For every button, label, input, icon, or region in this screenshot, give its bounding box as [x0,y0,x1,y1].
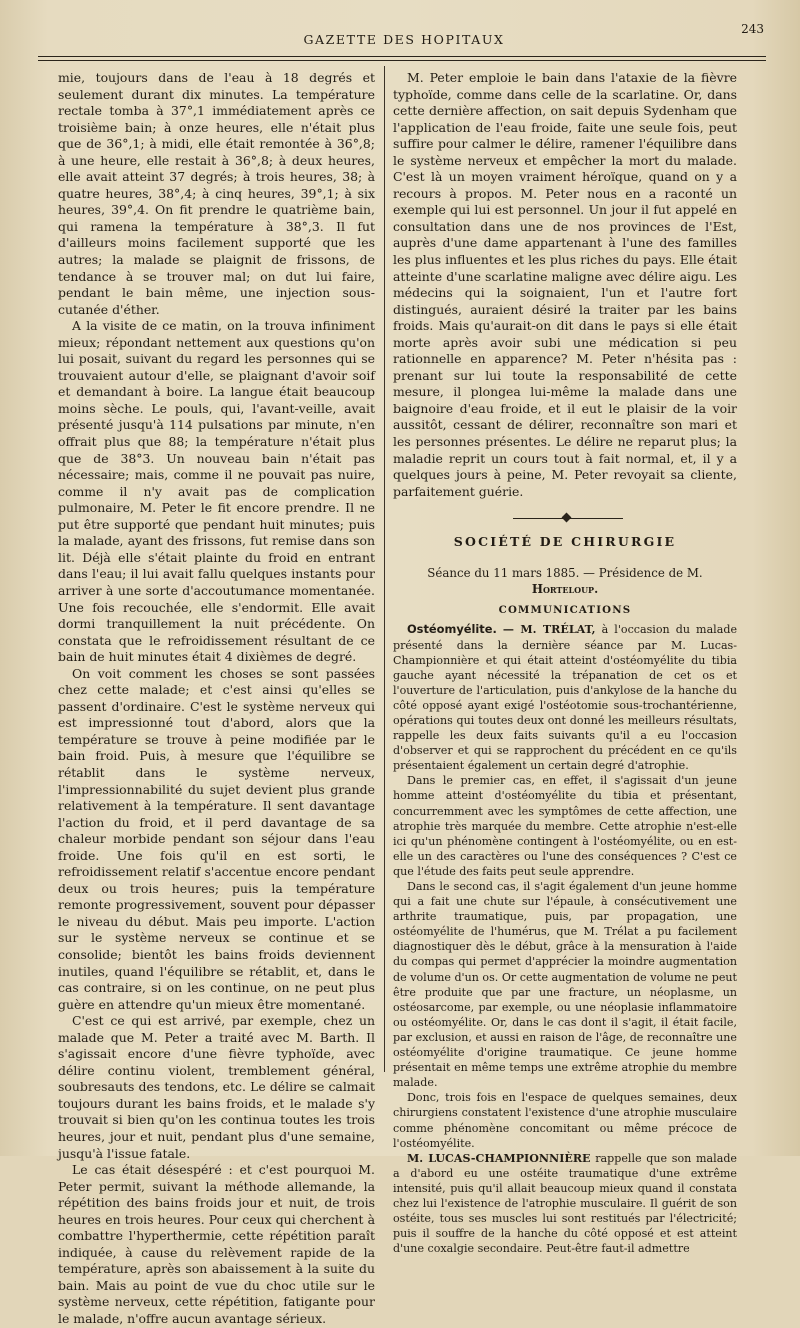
page-header [40,22,768,52]
page-number: 243 [741,22,764,36]
lucas-paragraph [393,1151,737,1257]
seance-prefix: Séance du 11 mars 1885. — Présidence de M. [427,565,703,580]
left-paragraph-2: A la visite de ce matin, on la trouva infiniment mieux; répondant nettement aux questions qu'on lui posait, suivant du regard les personnes qui se trouvaient autour d'elle, se plaignant d'avoir soif et demandant à boire. La langue était beaucoup moins sèche. Le pouls, qui, l'avant-veille, avait présenté jusqu'à 114 pulsations par minute, n'en offrait plus que 88; la température n'était plus que de 38°3. Un nouveau bain n'était pas nécessaire; mais, comme il ne pouvait pas nuire, comme il n'y avait pas de complication pulmonaire, M. Peter le fit encore prendre. Il ne put être supporté que pendant huit minutes; puis la malade, ayant des frissons, fut remise dans son lit. Déjà elle s'était plainte du froid en entrant dans l'eau; il lui avait fallu quelques instants pour arriver à une sorte d'accoutumance momentanée. Une fois recouchée, elle s'endormit. Elle avait dormi tranquillement la nuit précédente. On constata que le refroidissement résultant de ce bain de huit minutes était 4 dixièmes de degré. [58,318,375,665]
left-column [58,70,375,1327]
speaker-trelat: — M. TRÉLAT, [502,623,596,637]
osteomyelite-runin: Ostéomyélite. [407,622,497,637]
osteomyelite-paragraph [393,622,737,773]
seance-president: Horteloup. [531,582,599,597]
left-paragraph-4: C'est ce qui est arrivé, par exemple, chez un malade que M. Peter a traité avec M. Barth. Il s'agissait encore d'une fièvre typhoïde, avec délire continu violent, tremblement général, soubresauts des tendons, etc. Le délire se calmait toujours durant les bains froids, et le malade s'y trouvait si bien qu'on les continua toutes les trois heures, jour et nuit, pendant plus d'une semaine, jusqu'à l'issue fatale. [58,1013,375,1161]
communications-heading: COMMUNICATIONS [498,603,632,616]
section-title: SOCIÉTÉ DE CHIRURGIE [453,534,677,550]
lucas-text: rappelle que son malade a d'abord eu une ostéite traumatique d'une extrême intensité, puis qu'il allait beaucoup mieux quand il constata chez lui l'existence de l'atrophie musculaire. Il guérit de son ostéite, tous ses muscles lui sont restitués par l'électricité; puis il souffre de la hanche du côté opposé et est atteint d'une coxalgie secondaire. Peut-être faut-il admettre [393,1151,737,1256]
seance-line [393,565,737,598]
journal-title: GAZETTE DES HOPITAUX [303,32,505,47]
case-paragraph-3: Donc, trois fois en l'espace de quelques semaines, deux chirurgiens constatent l'existence d'une atrophie musculaire comme phénomène concomitant ou même précoce de l'ostéomyélite. [393,1091,737,1150]
case-paragraph-1: Dans le premier cas, en effet, il s'agissait d'un jeune homme atteint d'ostéomyélite du tibia et présentant, concurremment avec les symptômes de cette affection, une atrophie très marquée du membre. Cette atrophie n'est-elle ici qu'un phénomène contingent à l'ostéomyélite, ou en est-elle un des caractères ou l'une des conséquences ? C'est ce que l'étude des faits peut seule apprendre. [393,774,737,878]
right-column [393,70,738,1256]
ornament-diamond [562,513,572,523]
header-rule-thin [38,60,766,61]
osteomyelite-text: à l'occasion du malade présenté dans la dernière séance par M. Lucas-Championnière et qui était atteint d'ostéomyélite du tibia gauche ayant nécessité la trépanation de cet os et l'ouverture de l'articulation, puis d'ankylose de la hanche du côté opposé ayant exigé l'ostéotomie sous-trochantérienne, opérations qui toutes deux ont donné les meilleurs résultats, rappelle les deux faits suivants qu'il a eu l'occasion d'observer et qui se rapprochent du précédent en ce qu'ils présentaient également un certain degré d'atrophie. [393,623,738,773]
case-paragraph-2: Dans le second cas, il s'agit également d'un jeune homme qui a fait une chute sur l'épaule, à consécutivement une arthrite traumatique, puis, par propagation, une ostéomyélite de l'humérus, que M. Trélat a pu facilement diagnostiquer dès le début, grâce à la mensuration à l'aide du compas qui permet d'apprécier la moindre augmentation de volume d'un os. Or cette augmentation de volume ne peut être produite que par une fracture, un néoplasme, un ostéosarcome, par exemple, ou une néoplasie inflammatoire ou ostéomyélite. Or, dans le cas dont il s'agit, il était facile, par exclusion, et aussi en raison de l'âge, de reconnaître une ostéomyélite d'origine traumatique. Ce jeune homme présentait en même temps une extrême atrophie du membre malade. [393,880,738,1090]
section-ornament [393,514,737,522]
column-divider [384,66,385,1072]
speaker-lucas: M. LUCAS-CHAMPIONNIÈRE [407,1151,591,1165]
left-paragraph-1: mie, toujours dans de l'eau à 18 degrés et seulement durant dix minutes. La température rectale tomba à 37°,1 immédiatement après ce troisième bain; à onze heures, elle n'était plus que de 36°,1; à midi, elle était remontée à 36°,8; à une heure, elle restait à 36°,8; à deux heures, elle avait atteint 37 degrés; à trois heures, 38; à quatre heures, 38°,4; à cinq heures, 39°,1; à six heures, 39°,4. On fit prendre le quatrième bain, qui ramena la température à 38°,3. Il fut d'ailleurs moins facilement supporté que les autres; la malade se plaignit de frissons, de tendance à se trouver mal; on dut lui faire, pendant le bain même, une injection sous-cutanée d'éther. [58,70,375,317]
right-paragraph-1: M. Peter emploie le bain dans l'ataxie de la fièvre typhoïde, comme dans celle de la scarlatine. Or, dans cette dernière affection, on sait depuis Sydenham que l'application de l'eau froide, faite une seule fois, peut suffire pour calmer le délire, ramener l'équilibre dans le système nerveux et empêcher la mort du malade. C'est là un moyen vraiment héroïque, quand on y a recours à propos. M. Peter nous en a raconté un exemple qui lui est personnel. Un jour il fut appelé en consultation dans une de nos provinces de l'Est, auprès d'une dame appartenant à l'une des familles les plus influentes et les plus riches du pays. Elle était atteinte d'une scarlatine maligne avec délire aigu. Les médecins qui la soignaient, l'un et l'autre fort distingués, auraient désiré la traiter par les bains froids. Mais qu'aurait-on dit dans le pays si elle était morte après avoir subi une médication si peu rationnelle en apparence? M. Peter n'hésita pas : prenant sur lui toute la responsabilité de cette mesure, il plongea lui-même la malade dans une baignoire d'eau froide, et il eut le plaisir de la voir aussitôt, cessant de délirer, reconnaître son mari et les personnes présentes. Le délire ne reparut plus; la maladie reprit un cours tout à fait normal, et, il y a quelques jours à peine, M. Peter revoyait sa cliente, parfaitement guérie. [393,70,737,499]
header-rule [38,56,766,57]
left-paragraph-3: On voit comment les choses se sont passées chez cette malade; et c'est ainsi qu'elles se passent d'ordinaire. C'est le système nerveux qui est impressionné tout d'abord, alors que la température se trouve à peine modifiée par le bain froid. Puis, à mesure que l'équilibre se rétablit dans le système nerveux, l'impressionnabilité du sujet devient plus grande relativement à la température. Il sent davantage l'action du froid, et il perd davantage de sa chaleur morbide pendant son séjour dans l'eau froide. Une fois qu'il en est sorti, le refroidissement relatif s'accentue encore pendant deux ou trois heures; puis la température remonte progressivement, souvent pour dépasser le niveau du début. Mais peu importe. L'action sur le système nerveux se continue et se consolide; bientôt les bains froids deviennent inutiles, quand l'équilibre se rétablit, et, dans le cas contraire, si on les continue, on ne peut plus guère en attendre qu'un mieux être momentané. [58,665,375,1012]
left-paragraph-5: Le cas était désespéré : et c'est pourquoi M. Peter permit, suivant la méthode allemande, la répétition des bains froids jour et nuit, de trois heures en trois heures. Pour ceux qui cherchent à combattre l'hyperthermie, cette répétition paraît indiquée, à cause du relèvement rapide de la température, après son abaissement à la suite du bain. Mais au point de vue du choc utile sur le système nerveux, cette répétition, fatigante pour le malade, n'offre aucun avantage sérieux. [58,1162,375,1327]
